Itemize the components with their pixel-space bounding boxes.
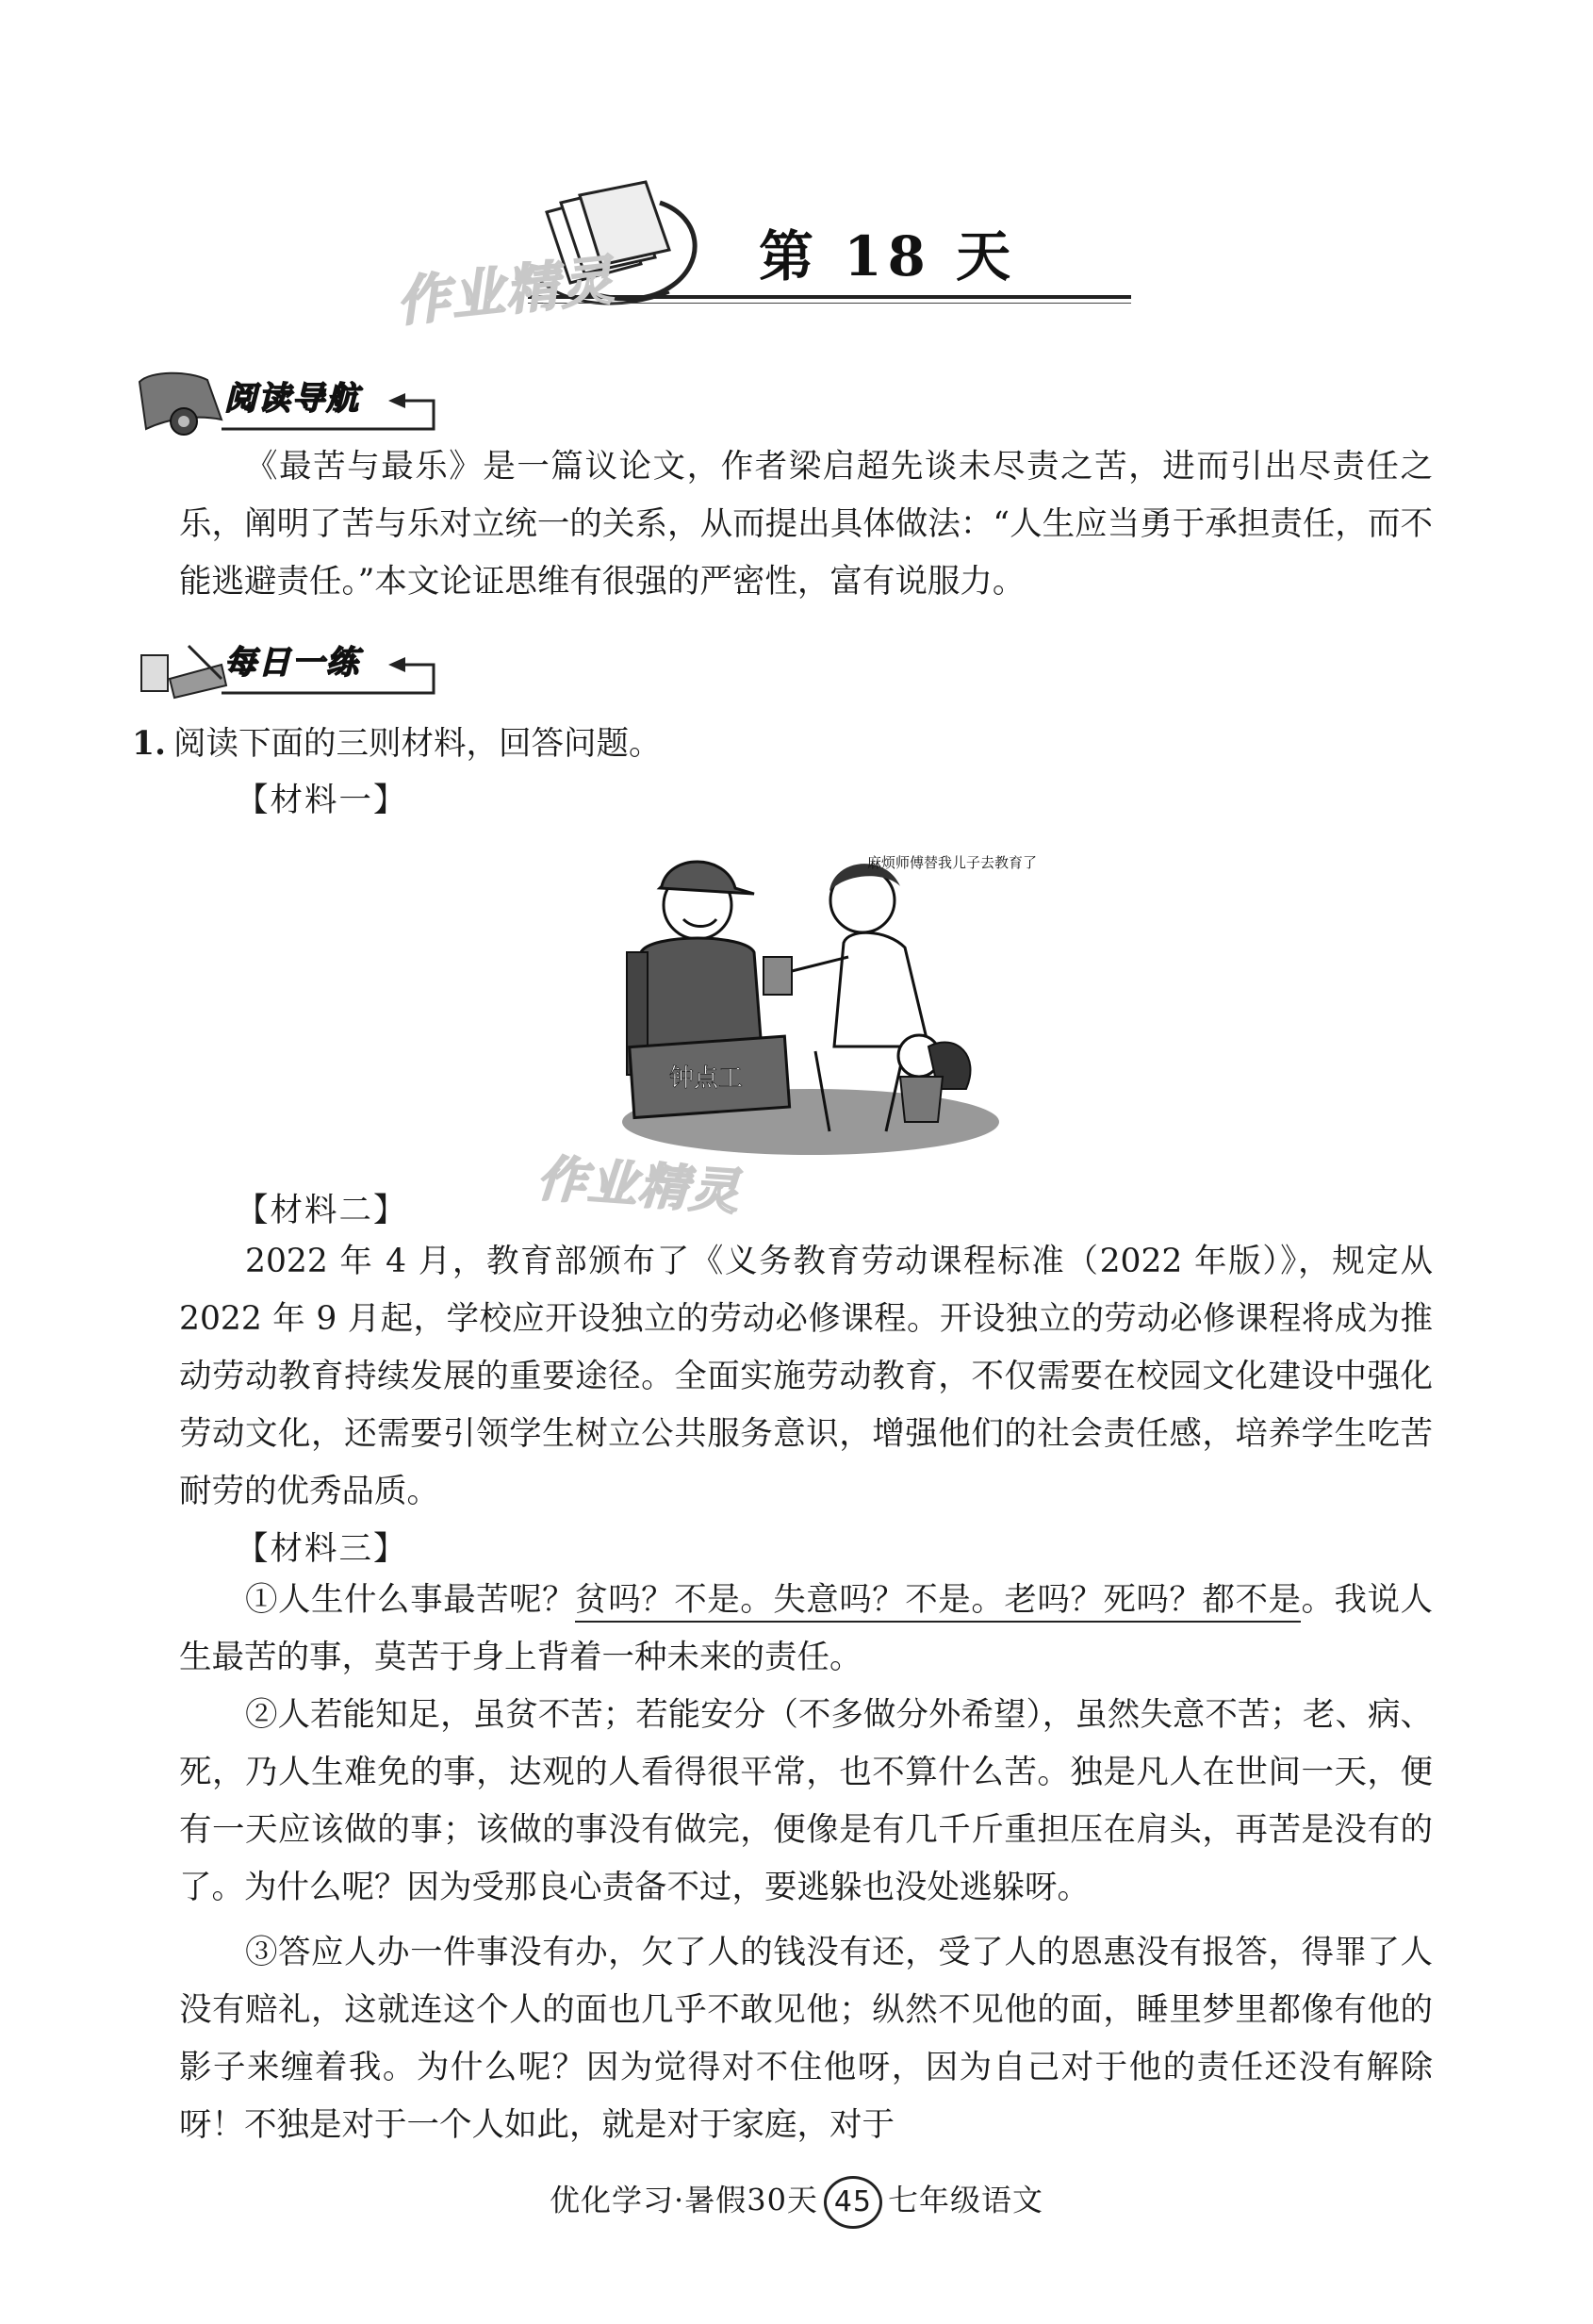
section-label: 每日一练	[224, 644, 360, 682]
material3-para1	[179, 1572, 1433, 1687]
question-line	[132, 717, 662, 764]
material2-text: 2022 年 4 月，教育部颁布了《义务教育劳动课程标准（2022 年版）》，规定从 2022 年 9 月起，学校应开设独立的劳动必修课程。开设独立的劳动必修课程将成为推动劳动教育持续发展的重要途径。全面实施劳动教育，不仅需要在校园文化建设中强化劳动文化，还需要引领学生树立公共服务意识，增强他们的社会责任感，培养学生吃苦耐劳的优秀品质。	[179, 1243, 1433, 1510]
cartoon-illustration	[603, 830, 1038, 1160]
title-divider-thin	[528, 303, 1131, 304]
footer-book-title: 优化学习·暑假30天	[550, 2182, 818, 2218]
material2-label: 【材料二】	[236, 1192, 408, 1229]
page-number: 45	[824, 2176, 882, 2229]
material3-para1-start: ①人生什么事最苦呢？	[245, 1581, 576, 1619]
reading-nav-text: 《最苦与最乐》是一篇议论文，作者梁启超先谈未尽责之苦，进而引出尽责任之乐，阐明了苦与乐对立统一的关系，从而提出具体做法：“人生应当勇于承担责任，而不能逃避责任。”本文论证思维有很强的严密性，富有说服力。	[179, 448, 1433, 601]
material3-para2: ②人若能知足，虽贫不苦；若能安分（不多做分外希望），虽然失意不苦；老、病、死，乃人生难免的事，达观的人看得很平常，也不算什么苦。独是凡人在世间一天，便有一天应该做的事；该做的事没有做完，便像是有几千斤重担压在肩头，再苦是没有的了。为什么呢？因为受那良心责备不过，要逃躲也没处逃躲呀。	[179, 1696, 1433, 1906]
material2-paragraph	[179, 1233, 1433, 1521]
footer-subject: 七年级语文	[887, 2182, 1043, 2218]
section-header-reading-nav	[132, 363, 452, 438]
section-header-daily-practice	[132, 627, 452, 702]
cartoon-speech-text: 麻烦师傅替我儿子去教育了	[867, 854, 1038, 871]
material3-para1-end: 。我说人生最苦的事，莫苦于身上背着一种未来的责任。	[179, 1581, 1434, 1676]
question-text: 阅读下面的三则材料，回答问题。	[173, 725, 662, 763]
reading-nav-paragraph	[179, 438, 1433, 611]
section-label: 阅读导航	[224, 380, 360, 418]
watermark-center: 作业精灵	[534, 1150, 743, 1222]
material1-label: 【材料一】	[236, 782, 408, 819]
page-footer	[0, 2176, 1593, 2229]
underlined-phrase: 贫吗？不是。失意吗？不是。老吗？死吗？都不是	[575, 1581, 1301, 1623]
watermark: 作业精灵	[393, 250, 618, 334]
question-number: 1.	[132, 725, 167, 763]
material3-paragraphs	[179, 1572, 1433, 2154]
title-divider	[528, 295, 1131, 299]
cartoon-sign-text: 钟点工	[669, 1064, 744, 1093]
title-block	[528, 174, 1131, 316]
material3-label: 【材料三】	[236, 1530, 408, 1568]
page-title: 第 18 天	[759, 224, 1017, 288]
material3-para3: ③答应人办一件事没有办，欠了人的钱没有还，受了人的恩惠没有报答，得罪了人没有赔礼，这就连这个人的面也几乎不敢见他；纵然不见他的面，睡里梦里都像有他的影子来缠着我。为什么呢？因为觉得对不住他呀，因为自己对于他的责任还没有解除呀！不独是对于一个人如此，就是对于家庭，对于	[179, 1934, 1433, 2144]
